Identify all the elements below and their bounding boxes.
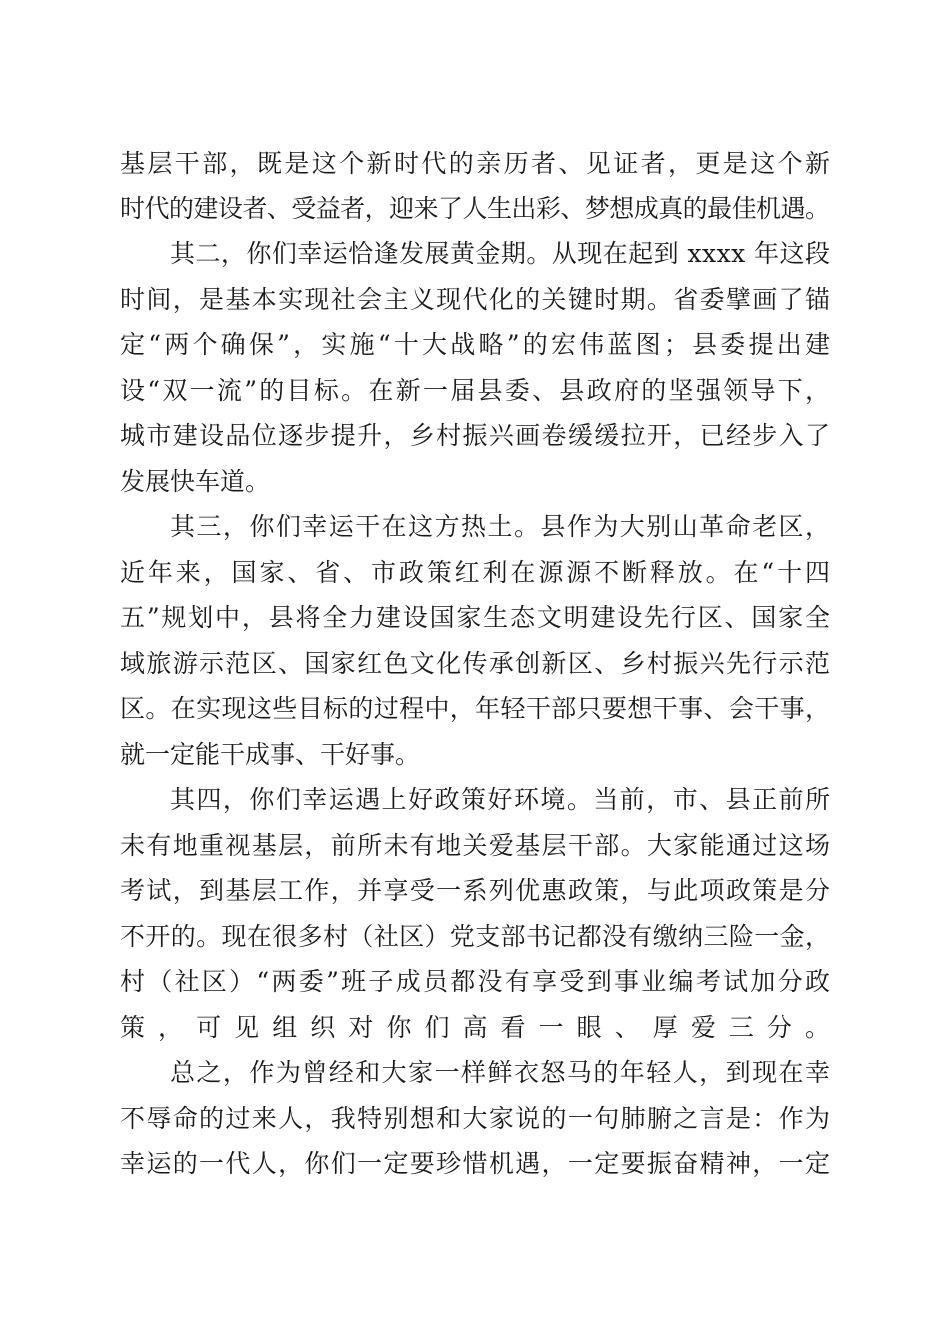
text-line — [0, 234, 950, 274]
text-line-content: 村（社区）“两委”班子成员都没有享受到事业编考试加分政 — [120, 967, 833, 996]
text-line — [0, 280, 950, 320]
text-line-content: 就一定能干成事、干好事。 — [120, 740, 421, 769]
text-line — [0, 416, 950, 456]
text-line — [0, 1099, 950, 1139]
text-line-content: 近年来，国家、省、市政策红利在源源不断释放。在“十四 — [120, 558, 833, 587]
text-line — [0, 735, 950, 775]
text-line-content: 区。在实现这些目标的过程中，年轻干部只要想干事、会干事， — [120, 694, 831, 723]
text-line-content: 城市建设品位逐步提升，乡村振兴画卷缓缓拉开，已经步入了 — [120, 421, 832, 450]
text-line-content: 定“两个确保”，实施“十大战略”的宏伟蓝图；县委提出建 — [120, 330, 834, 359]
text-line-content: 其三，你们幸运干在这方热土。县作为大别山革命老区， — [170, 512, 832, 541]
text-line — [0, 325, 950, 365]
text-line-content: 发展快车道。 — [120, 467, 271, 496]
text-line — [0, 1008, 950, 1048]
text-line — [0, 507, 950, 547]
text-line-content: 其四，你们幸运遇上好政策好环境。当前，市、县正前所 — [170, 785, 832, 814]
text-line-content: 时间，是基本实现社会主义现代化的关键时期。省委擘画了锚 — [120, 285, 832, 314]
text-line — [0, 871, 950, 911]
text-line — [0, 962, 950, 1002]
text-line — [0, 826, 950, 866]
text-line-content: 考试，到基层工作，并享受一系列优惠政策，与此项政策是分 — [120, 876, 832, 905]
text-line — [0, 144, 950, 184]
text-line-content: 总之，作为曾经和大家一样鲜衣怒马的年轻人，到现在幸 — [170, 1058, 832, 1087]
text-line-content: 设“双一流”的目标。在新一届县委、县政府的坚强领导下， — [120, 376, 833, 405]
text-line — [0, 371, 950, 411]
text-line-content: 不开的。现在很多村（社区）党支部书记都没有缴纳三险一金， — [120, 922, 831, 951]
text-line-content: 时代的建设者、受益者，迎来了人生出彩、梦想成真的最佳机遇。 — [120, 194, 830, 223]
text-line-content: 幸运的一代人，你们一定要珍惜机遇，一定要振奋精神，一定 — [120, 1149, 832, 1178]
text-line-content: 不辱命的过来人，我特别想和大家说的一句肺腑之言是：作为 — [120, 1104, 832, 1133]
text-line-content: 策，可见组织对你们高看一眼、厚爱三分。 — [120, 1013, 844, 1042]
text-line — [0, 598, 950, 638]
text-line — [0, 189, 950, 229]
text-line — [0, 1053, 950, 1093]
text-line-content: 基层干部，既是这个新时代的亲历者、见证者，更是这个新 — [120, 149, 833, 178]
text-line — [0, 553, 950, 593]
text-line-content: 五”规划中，县将全力建设国家生态文明建设先行区、国家全 — [120, 603, 832, 632]
text-line — [0, 462, 950, 502]
text-line — [0, 917, 950, 957]
text-line — [0, 1144, 950, 1184]
text-line — [0, 644, 950, 684]
text-line-content: 未有地重视基层，前所未有地关爱基层干部。大家能通过这场 — [120, 831, 832, 860]
text-line-content: 域旅游示范区、国家红色文化传承创新区、乡村振兴先行示范 — [120, 649, 832, 678]
text-line-content: 其二，你们幸运恰逢发展黄金期。从现在起到 xxxx 年这段 — [170, 239, 831, 268]
text-line — [0, 689, 950, 729]
text-line — [0, 780, 950, 820]
